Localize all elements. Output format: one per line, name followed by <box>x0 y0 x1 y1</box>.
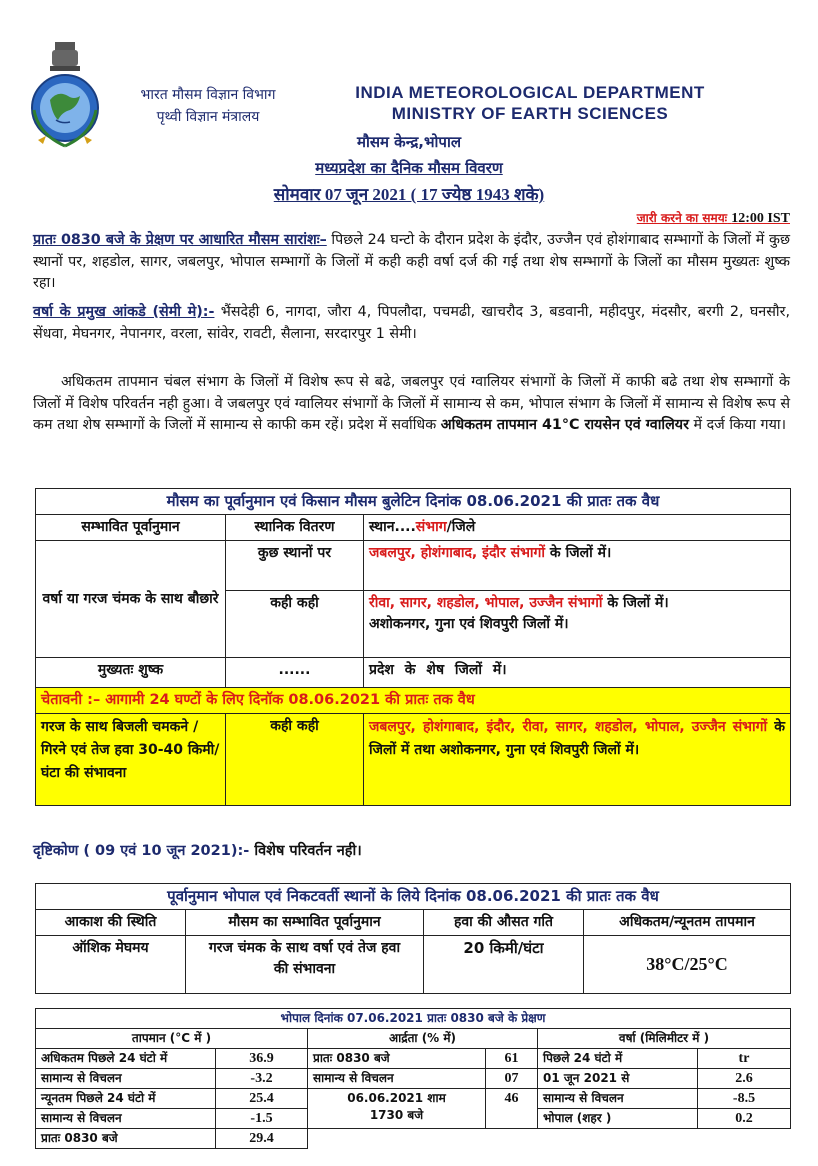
rain-label: सामान्य से विचलन <box>538 1089 698 1109</box>
wind-speed: 20 किमी/घंटा <box>424 936 584 994</box>
rain-value: -8.5 <box>698 1089 791 1109</box>
table-row <box>36 1069 791 1089</box>
places-some-rest: के जिलों में। <box>545 545 612 561</box>
temperature-text-b: में दर्ज किया गया। <box>688 417 787 433</box>
bhopal-forecast-title: पूर्वानुमान भोपाल एवं निकटवर्ती स्थानों के लिये दिनांक 08.06.2021 की प्रातः तक वैध <box>36 884 791 910</box>
temp-label: सामान्य से विचलन <box>36 1069 216 1089</box>
header-weather: मौसम का सम्भावित पूर्वानुमान <box>186 910 424 936</box>
places-few-divisions: रीवा, सागर, शहडोल, भोपाल, उज्जैन संभागों <box>369 595 603 611</box>
org-english-line-1: INDIA METEOROLOGICAL DEPARTMENT <box>355 83 705 102</box>
header-place-division: संभाग <box>415 519 447 535</box>
places-few-districts: अशोकनगर, गुना एवं शिवपुरी जिलों में। <box>369 616 569 632</box>
org-english-line-2: MINISTRY OF EARTH SCIENCES <box>391 104 669 123</box>
warning-places-rest: के जिलों में तथा अशोकनगर, गुना एवं शिवपुरी जिलों में। <box>369 719 785 758</box>
header-wind: हवा की औसत गति <box>424 910 584 936</box>
outlook-text: विशेष परिवर्तन नही। <box>249 843 362 859</box>
temp-value: -3.2 <box>216 1069 308 1089</box>
rain-label: भोपाल (शहर ) <box>538 1109 698 1129</box>
warning-distribution: कही कही <box>226 714 364 806</box>
temp-value: 25.4 <box>216 1089 308 1109</box>
header-forecast: सम्भावित पूर्वानुमान <box>36 515 226 541</box>
dist-dry: ...... <box>226 658 364 688</box>
header-place-a: स्थान.... <box>369 519 416 535</box>
bhopal-forecast-table <box>35 883 791 994</box>
header-temperature: तापमान (°C में ) <box>36 1029 308 1049</box>
issue-time <box>637 209 790 227</box>
humidity-value: 46 <box>486 1089 538 1129</box>
warning-text: गरज के साथ बिजली चमकने / गिरने एवं तेज हवा 30-40 किमी/घंटा की संभावना <box>36 714 226 806</box>
org-name-english <box>300 82 760 124</box>
org-hindi-line-1: भारत मौसम विज्ञान विभाग <box>140 87 276 103</box>
max-min-temp: 38°C/25°C <box>584 936 791 994</box>
forecast-rain: वर्षा या गरज चंमक के साथ बौछारे <box>36 541 226 658</box>
humidity-label: प्रातः 0830 बजे <box>308 1049 486 1069</box>
places-few <box>364 591 791 658</box>
table-row <box>36 1049 791 1069</box>
humidity-label-line-1: 06.06.2021 शाम <box>347 1091 446 1105</box>
places-dry: प्रदेश के शेष जिलों में। <box>364 658 791 688</box>
rainfall-summary <box>33 302 790 345</box>
sky-condition: ऑशिक मेघमय <box>36 936 186 994</box>
temp-label: प्रातः 0830 बजे <box>36 1129 216 1149</box>
report-title: मध्यप्रदेश का दैनिक मौसम विवरण <box>315 159 503 177</box>
temp-label: सामान्य से विचलन <box>36 1109 216 1129</box>
humidity-label <box>308 1089 486 1129</box>
table-row <box>36 1089 791 1109</box>
temperature-text-a: अधिकतम तापमान चंबल संभाग के जिलों में विशेष रूप से बढे, जबलपुर एवं ग्वालियर संभागों के जिलों में काफी बढे तथा शेष सम्भागों के जिलों में विशेष परिवर्तन नही हुआ। वे जबलपुर एवं ग्वालियर संभागों के जिलों में सामान्य से कम, भोपाल संभाग के जिलों में सामान्य से विशेष रूप से कम तथा शेष सम्भागों के जिलों में सामान्य से काफी कम रहें। प्रदेश में सर्वाधिक <box>33 374 790 433</box>
header-temp: अधिकतम/न्यूनतम तापमान <box>584 910 791 936</box>
observation-title: भोपाल दिनांक 07.06.2021 प्रातः 0830 बजे के प्रेक्षण <box>36 1009 791 1029</box>
humidity-value: 07 <box>486 1069 538 1089</box>
warning-title: चेतावनी :– आगामी 24 घण्टों के लिए दिनॉक 08.06.2021 की प्रातः तक वैध <box>36 688 791 714</box>
humidity-label-line-2: 1730 बजे <box>369 1108 424 1122</box>
empty-cell <box>308 1129 791 1149</box>
temp-label: अधिकतम पिछले 24 घंटो में <box>36 1049 216 1069</box>
rainfall-text: भैंसदेही 6, नागदा, जौरा 4, पिपलौदा, पचमढी, खाचरौद 3, बडवानी, महीदपुर, मंदसौर, बरगी 2, घनसौर, सेंधवा, मेघनगर, नेपानगर, वरला, सांवेर, रावटी, सैलाना, सरदारपुर 1 सेमी। <box>33 304 790 342</box>
dist-few-places: कही कही <box>226 591 364 658</box>
temp-value: -1.5 <box>216 1109 308 1129</box>
forecast-table <box>35 488 791 806</box>
header-sky: आकाश की स्थिति <box>36 910 186 936</box>
issue-time-value: 12:00 IST <box>731 211 790 226</box>
outlook-lead: दृष्टिकोण ( 09 एवं 10 जून 2021):- <box>33 843 250 859</box>
temp-value: 36.9 <box>216 1049 308 1069</box>
table-row <box>36 1129 791 1149</box>
header-distribution: स्थानिक वितरण <box>226 515 364 541</box>
forecast-dry: मुख्यतः शुष्क <box>36 658 226 688</box>
rain-value: tr <box>698 1049 791 1069</box>
rain-label: पिछले 24 घंटो में <box>538 1049 698 1069</box>
warning-places <box>364 714 791 806</box>
issue-time-label: जारी करने का समयः <box>636 211 728 225</box>
forecast-table-title: मौसम का पूर्वानुमान एवं किसान मौसम बुलेटिन दिनांक 08.06.2021 की प्रातः तक वैध <box>36 489 791 515</box>
header-humidity: आर्द्रता (% में) <box>308 1029 538 1049</box>
rain-value: 0.2 <box>698 1109 791 1129</box>
org-hindi-line-2: पृथ्वी विज्ञान मंत्रालय <box>156 109 260 125</box>
weather-forecast: गरज चंमक के साथ वर्षा एवं तेज हवा की संभावना <box>186 936 424 994</box>
places-few-rest: के जिलों में। <box>602 595 669 611</box>
places-some-divisions: जबलपुर, होशंगाबाद, इंदौर संभागों <box>369 545 546 561</box>
places-some <box>364 541 791 591</box>
centre-name: मौसम केन्द्र,भोपाल <box>356 133 461 151</box>
weather-summary <box>33 230 790 295</box>
org-name-hindi <box>118 84 298 128</box>
report-date: सोमवार 07 जून 2021 ( 17 ज्येष्ठ 1943 शके) <box>273 185 545 204</box>
summary-text: पिछले 24 घन्टो के दौरान प्रदेश के इंदौर, उज्जैन एवं होशंगाबाद सम्भागों के जिलों में कुछ स्थानों पर, शहडोल, सागर, जबलपुर, भोपाल सम्भागों के जिलों में कही कही वर्षा दर्ज की गई तथा शेष सम्भागों के जिलों का मौसम मुख्यतः शुष्क रहा। <box>33 232 790 291</box>
temp-value: 29.4 <box>216 1129 308 1149</box>
warning-places-divisions: जबलपुर, होशंगाबाद, इंदौर, रीवा, सागर, शहडोल, भोपाल, उज्जैन संभागों <box>369 719 768 735</box>
temp-label: न्यूनतम पिछले 24 घंटो में <box>36 1089 216 1109</box>
header-place <box>364 515 791 541</box>
rainfall-lead: वर्षा के प्रमुख आंकडे (सेमी मे):- <box>33 304 215 320</box>
temperature-summary <box>33 372 790 437</box>
summary-lead: प्रातः 0830 बजे के प्रेक्षण पर आधारित मौसम सारांशः– <box>33 232 327 248</box>
rain-value: 2.6 <box>698 1069 791 1089</box>
header-rainfall: वर्षा (मिलिमीटर में ) <box>538 1029 791 1049</box>
observation-table <box>35 1008 791 1149</box>
temperature-highlight: अधिकतम तापमान 41°C रायसेन एवं ग्वालियर <box>440 417 689 433</box>
humidity-label: सामान्य से विचलन <box>308 1069 486 1089</box>
header-place-district: /जिले <box>446 519 476 535</box>
rain-label: 01 जून 2021 से <box>538 1069 698 1089</box>
dist-some-places: कुछ स्थानों पर <box>226 541 364 591</box>
outlook <box>33 840 362 860</box>
humidity-value: 61 <box>486 1049 538 1069</box>
